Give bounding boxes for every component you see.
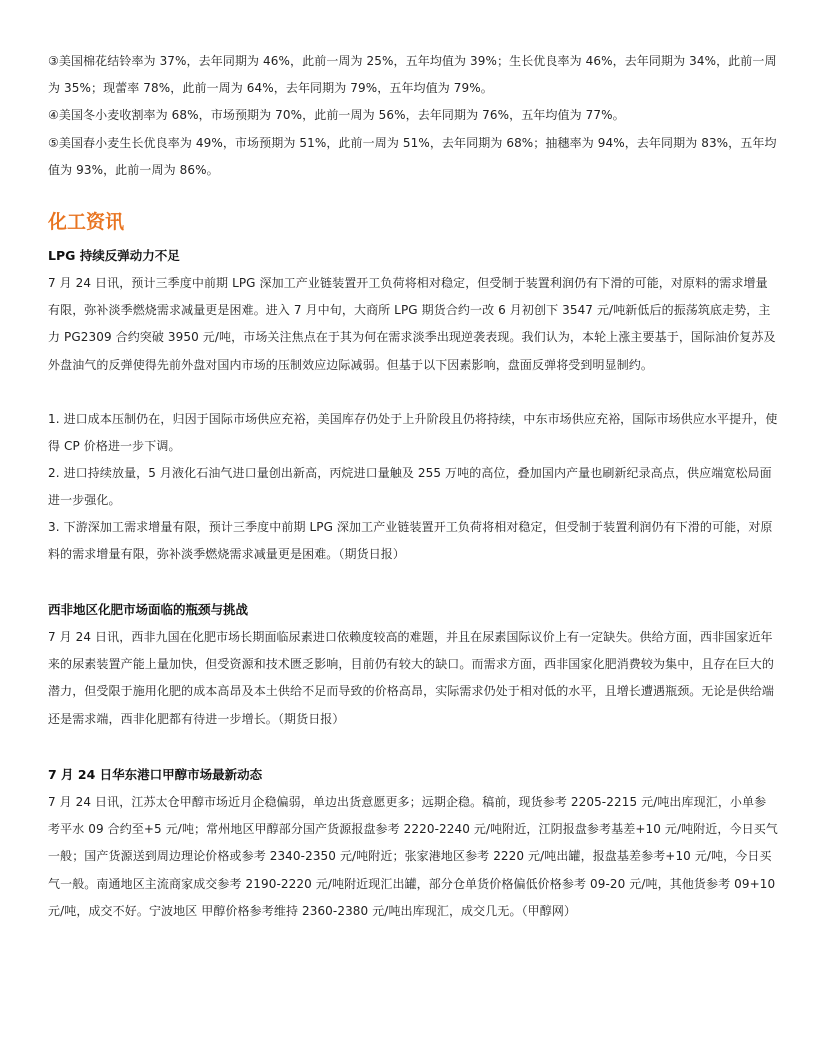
article-lpg-intro: 7 月 24 日讯，预计三季度中前期 LPG 深加工产业链装置开工负荷将相对稳定，但受制于装置利润仍有下滑的可能，对原料的需求增量有限，弥补淡季燃烧需求减量更是困难。进入 7 月中旬，大商所 LPG 期货合约一改 6 月初创下 3547 元/吨新低后的振荡筑底走势，主力 PG2309 合约突破 3950 元/吨，市场关注焦点在于其为何在需求淡季出现逆袭表现。我们认为，本轮上涨主要基于，国际油价复苏及外盘油气的反弹使得先前外盘对国内市场的压制效应边际减弱。但基于以下因素影响，盘面反弹将受到明显制约。 xyxy=(48,276,776,372)
article-fertilizer-body: 7 月 24 日讯，西非九国在化肥市场长期面临尿素进口依赖度较高的难题，并且在尿素国际议价上有一定缺失。供给方面，西非国家近年来的尿素装置产能上量加快，但受资源和技术匮乏影响，目前仍有较大的缺口。而需求方面，西非国家化肥消费较为集中，且存在巨大的潜力，但受限于施用化肥的成本高昂及本土供给不足而导致的价格高昂，实际需求仍处于相对低的水平，且增长遭遇瓶颈。无论是供给端还是需求端，西非化肥都有待进一步增长。（期货日报） xyxy=(48,630,775,726)
article-title-fertilizer: 西非地区化肥市场面临的瓶颈与挑战 xyxy=(48,602,249,617)
article-title-methanol: 7 月 24 日华东港口甲醇市场最新动态 xyxy=(48,767,263,782)
article-lpg-point-3: 3. 下游深加工需求增量有限，预计三季度中前期 LPG 深加工产业链装置开工负荷将相对稳定，但受制于装置利润仍有下滑的可能，对原料的需求增量有限，弥补淡季燃烧需求减量更是困难。（期货日报） xyxy=(48,520,773,562)
winter-wheat-note: ④美国冬小麦收割率为 68%，市场预期为 70%，此前一周为 56%，去年同期为 76%，五年均值为 77%。 xyxy=(48,108,625,122)
article-lpg-point-2: 2. 进口持续放量，5 月液化石油气进口量创出新高，丙烷进口量触及 255 万吨的高位，叠加国内产量也刷新纪录高点，供应端宽松局面进一步强化。 xyxy=(48,466,772,508)
section-title: 化工资讯 xyxy=(48,211,125,233)
cotton-crop-note: ③美国棉花结铃率为 37%，去年同期为 46%，此前一周为 25%，五年均值为 39%；生长优良率为 46%，去年同期为 34%，此前一周为 35%；现蕾率 78%，此前一周为 64%，去年同期为 79%，五年均值为 79%。 xyxy=(48,54,777,96)
article-methanol-body: 7 月 24 日讯，江苏太仓甲醇市场近月企稳偏弱，单边出货意愿更多；远期企稳。稿前，现货参考 2205-2215 元/吨出库现汇，小单参考平水 09 合约至+5 元/吨；常州地区甲醇部分国产货源报盘参考 2220-2240 元/吨附近，江阴报盘参考基差+10 元/吨附近，今日买气一般；国产货源送到周边理论价格或参考 2340-2350 元/吨附近；张家港地区参考 2220 元/吨出罐，报盘基差参考+10 元/吨，今日买气一般。南通地区主流商家成交参考 2190-2220 元/吨附近现汇出罐，部分仓单货价格偏低价格参考 09-20 元/吨，其他货参考 09+10 元/吨，成交不好。宁波地区 甲醇价格参考维持 2360-2380 元/吨出库现汇，成交几无。（甲醇网） xyxy=(48,795,778,918)
article-lpg-point-1: 1. 进口成本压制仍在，归因于国际市场供应充裕，美国库存仍处于上升阶段且仍将持续，中东市场供应充裕，国际市场供应水平提升，使得 CP 价格进一步下调。 xyxy=(48,412,778,454)
article-title-lpg: LPG 持续反弹动力不足 xyxy=(48,248,180,263)
spring-wheat-note: ⑤美国春小麦生长优良率为 49%，市场预期为 51%，此前一周为 51%，去年同期为 68%；抽穗率为 94%，去年同期为 83%，五年均值为 93%，此前一周为 86%。 xyxy=(48,136,777,178)
